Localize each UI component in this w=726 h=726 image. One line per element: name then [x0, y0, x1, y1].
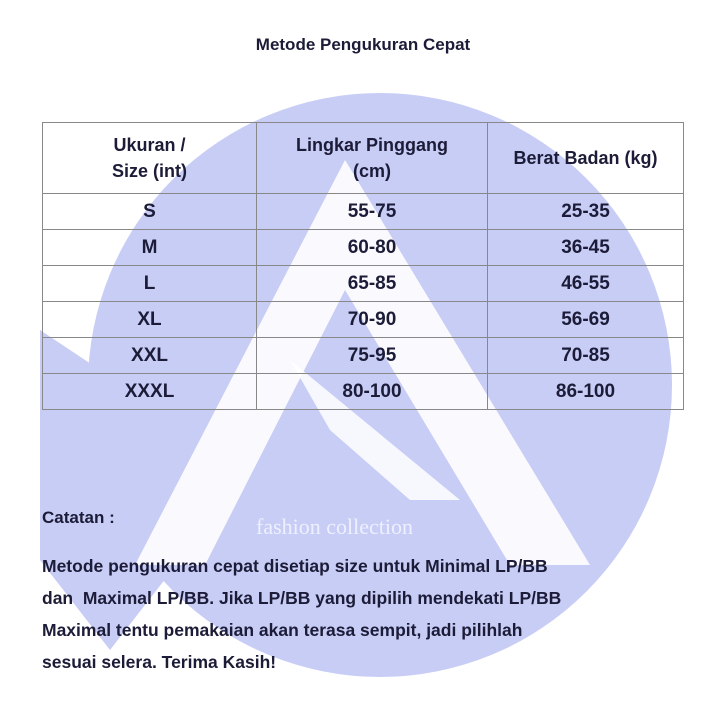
weight-cell: 86-100 [488, 374, 684, 410]
waist-cell: 80-100 [257, 374, 488, 410]
table-row [43, 230, 684, 266]
size-cell: M [43, 230, 257, 266]
note-label: Catatan : [42, 508, 115, 527]
size-chart-table [42, 122, 684, 410]
note-line: Metode pengukuran cepat disetiap size untuk Minimal LP/BB [42, 556, 548, 576]
weight-cell: 36-45 [488, 230, 684, 266]
note-text [42, 550, 702, 678]
note-line: Maximal tentu pemakaian akan terasa sempit, jadi pilihlah [42, 620, 523, 640]
size-cell: L [43, 266, 257, 302]
table-row [43, 266, 684, 302]
waist-cell: 75-95 [257, 338, 488, 374]
table-row [43, 338, 684, 374]
page-title: Metode Pengukuran Cepat [255, 35, 471, 54]
size-cell: XXL [43, 338, 257, 374]
note-line: sesuai selera. Terima Kasih! [42, 652, 277, 672]
table-header-row [43, 123, 684, 194]
weight-cell: 25-35 [488, 194, 684, 230]
table-row [43, 302, 684, 338]
header-size [43, 123, 257, 194]
waist-cell: 55-75 [257, 194, 488, 230]
size-cell: S [43, 194, 257, 230]
header-line: Lingkar Pinggang [295, 135, 448, 155]
header-line: (cm) [352, 161, 391, 181]
table-row [43, 374, 684, 410]
weight-cell: 56-69 [488, 302, 684, 338]
header-line: Berat Badan (kg) [513, 148, 658, 168]
weight-cell: 46-55 [488, 266, 684, 302]
watermark-text: fashion collection [256, 514, 414, 539]
waist-cell: 60-80 [257, 230, 488, 266]
note-line: dan Maximal LP/BB. Jika LP/BB yang dipilih mendekati LP/BB [42, 588, 562, 608]
weight-cell: 70-85 [488, 338, 684, 374]
size-cell: XXXL [43, 374, 257, 410]
waist-cell: 70-90 [257, 302, 488, 338]
header-waist [257, 123, 488, 194]
header-line: Size (int) [112, 161, 187, 181]
header-line: Ukuran / [113, 135, 186, 155]
size-cell: XL [43, 302, 257, 338]
table-row [43, 194, 684, 230]
waist-cell: 65-85 [257, 266, 488, 302]
header-weight [488, 123, 684, 194]
